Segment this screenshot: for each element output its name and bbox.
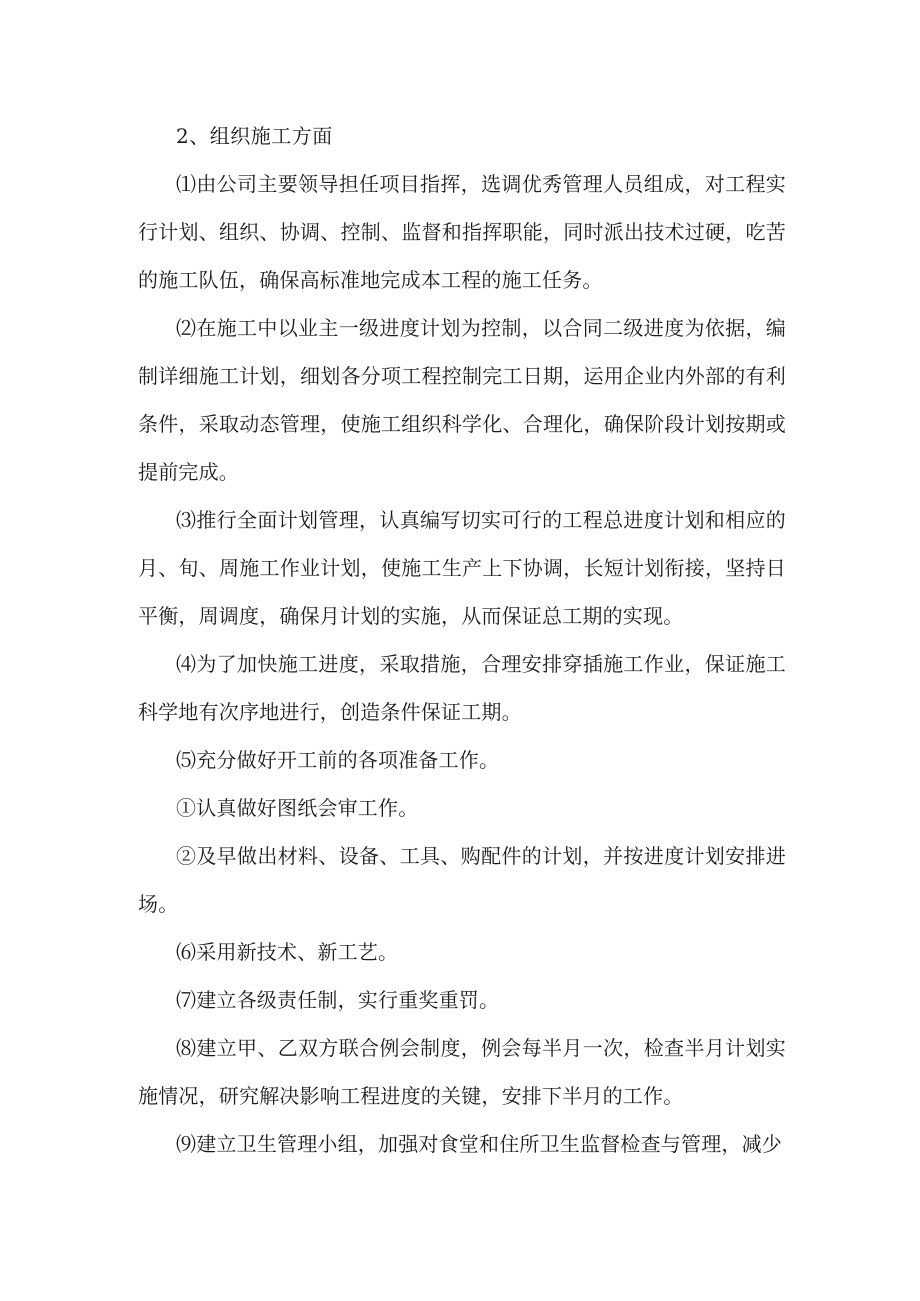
document-body	[138, 112, 786, 1168]
section-heading: 2、组织施工方面	[176, 124, 333, 148]
paragraph-5: ⑸充分做好开工前的各项准备工作。	[176, 748, 500, 772]
paragraph-1: ⑴由公司主要领导担任项目指挥，选调优秀管理人员组成，对工程实行计划、组织、协调、控制、监督和指挥职能，同时派出技术过硬，吃苦的施工队伍，确保高标准地完成本工程的施工任务。	[138, 172, 786, 292]
sub-item-2: ②及早做出材料、设备、工具、购配件的计划，并按进度计划安排进场。	[138, 844, 786, 916]
paragraph-9: ⑼建立卫生管理小组，加强对食堂和住所卫生监督检查与管理，减少	[176, 1132, 782, 1156]
paragraph-8: ⑻建立甲、乙双方联合例会制度，例会每半月一次，检查半月计划实施情况，研究解决影响工程进度的关键，安排下半月的工作。	[138, 1036, 786, 1108]
paragraph-3: ⑶推行全面计划管理，认真编写切实可行的工程总进度计划和相应的月、旬、周施工作业计划，使施工生产上下协调，长短计划衔接，坚持日平衡，周调度，确保月计划的实施，从而保证总工期的实现。	[138, 508, 786, 628]
paragraph-2: ⑵在施工中以业主一级进度计划为控制，以合同二级进度为依据，编制详细施工计划，细划各分项工程控制完工日期，运用企业内外部的有利条件，采取动态管理，使施工组织科学化、合理化，确保阶段计划按期或提前完成。	[138, 316, 786, 484]
paragraph-6: ⑹采用新技术、新工艺。	[176, 940, 399, 964]
paragraph-4: ⑷为了加快施工进度，采取措施，合理安排穿插施工作业，保证施工科学地有次序地进行，创造条件保证工期。	[138, 652, 786, 724]
sub-item-1: ①认真做好图纸会审工作。	[176, 796, 419, 820]
paragraph-7: ⑺建立各级责任制，实行重奖重罚。	[176, 988, 500, 1012]
